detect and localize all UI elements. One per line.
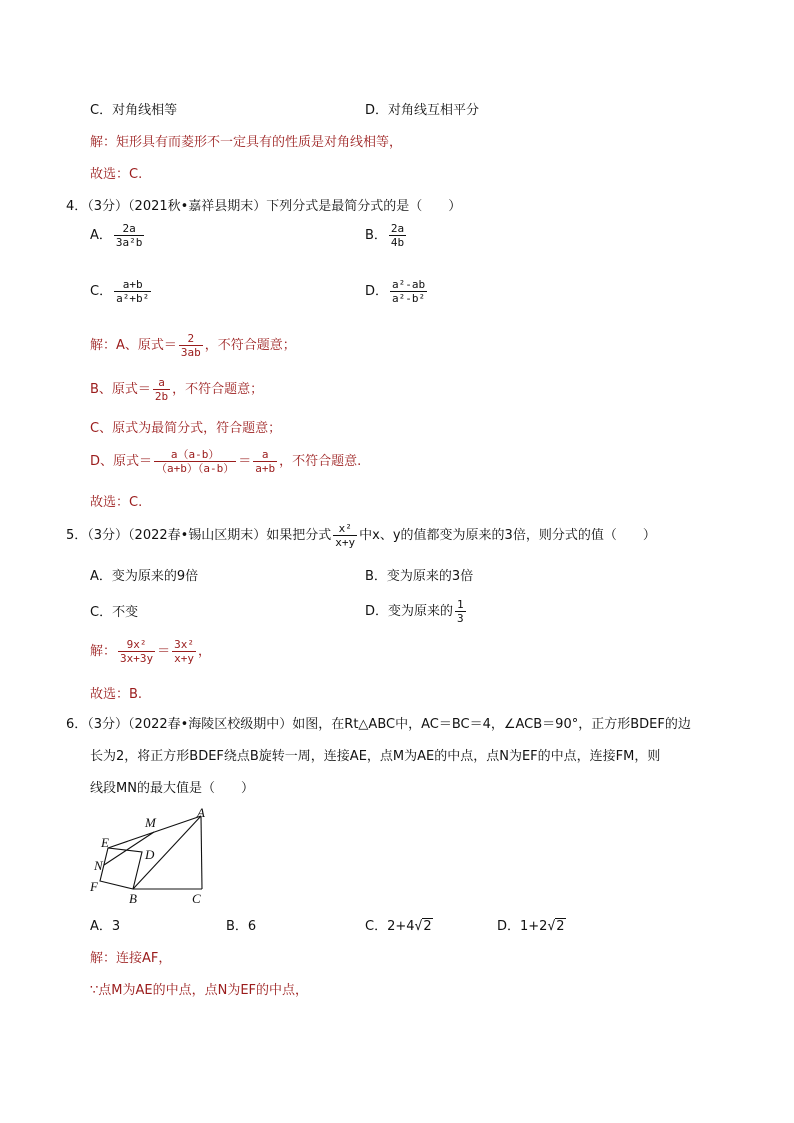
q5-option-b: B．变为原来的3倍 bbox=[365, 569, 474, 584]
q6-solution-line1: 解：连接AF， bbox=[90, 951, 172, 966]
numerator: 2a bbox=[390, 222, 405, 235]
denominator: 3x+3y bbox=[120, 652, 154, 665]
solution-text: ， bbox=[198, 644, 212, 659]
denominator: x+y bbox=[174, 652, 195, 665]
q4-solution-a bbox=[90, 332, 296, 359]
solution-text: 解： bbox=[90, 644, 117, 659]
denominator: a²+b² bbox=[116, 292, 150, 305]
segment-ab bbox=[133, 816, 201, 889]
q6-stem-line1: 6．（3分）（2022春•海陵区校级期中）如图，在Rt△ABC中，AC＝BC＝4，∠ACB＝90°，正方形BDEF的边 bbox=[66, 717, 691, 732]
numerator: a+b bbox=[114, 278, 151, 292]
q3-answer: 故选：C. bbox=[90, 167, 143, 182]
label-m: M bbox=[145, 815, 156, 830]
fraction bbox=[253, 448, 277, 475]
equals-sign: ＝ bbox=[157, 644, 171, 659]
q6-stem-line3: 线段MN的最大值是（ ） bbox=[90, 781, 254, 796]
numerator: 2 bbox=[179, 332, 203, 346]
q4-option-a bbox=[90, 222, 146, 249]
radicand: 2 bbox=[423, 919, 432, 934]
denominator: （a+b）（a-b） bbox=[156, 462, 235, 475]
denominator: a²-b² bbox=[392, 292, 426, 305]
q6-figure bbox=[86, 808, 216, 908]
q6-option-c bbox=[365, 918, 433, 936]
fraction bbox=[118, 638, 155, 665]
denominator: 2b bbox=[154, 390, 169, 403]
q5-option-d bbox=[365, 598, 468, 625]
q4-solution-d bbox=[90, 448, 361, 475]
q3-option-d: D．对角线互相平分 bbox=[365, 103, 480, 118]
q6-option-a: A．3 bbox=[90, 919, 121, 934]
q3-option-c: C．对角线相等 bbox=[90, 103, 178, 118]
q5-answer: 故选：B. bbox=[90, 687, 143, 702]
q5-stem bbox=[66, 522, 656, 549]
numerator: 1 bbox=[457, 598, 464, 611]
numerator: 2a bbox=[114, 222, 145, 236]
label-d: D bbox=[145, 847, 155, 862]
radical-sign: √ bbox=[547, 919, 556, 934]
fraction bbox=[154, 448, 236, 475]
denominator: x+y bbox=[335, 536, 356, 549]
denominator: 3a²b bbox=[115, 236, 143, 249]
option-label: C． bbox=[90, 284, 113, 299]
denominator: 3ab bbox=[180, 346, 201, 359]
numerator: a（a-b） bbox=[154, 448, 236, 462]
q6-solution-line2: ∵点M为AE的中点，点N为EF的中点， bbox=[90, 983, 309, 998]
solution-text: 解：A、原式＝ bbox=[90, 338, 177, 353]
denominator: a+b bbox=[255, 462, 276, 475]
q4-solution-c: C、原式为最简分式，符合题意； bbox=[90, 421, 282, 436]
option-text: D．变为原来的 bbox=[365, 604, 454, 619]
fraction bbox=[333, 522, 357, 549]
label-f: F bbox=[90, 879, 98, 894]
q5-solution bbox=[90, 638, 211, 665]
option-text: D．1+2 bbox=[497, 919, 548, 934]
option-label: B． bbox=[365, 228, 387, 243]
numerator: 9x² bbox=[118, 638, 155, 652]
numerator: x² bbox=[333, 522, 357, 536]
fraction bbox=[114, 278, 151, 305]
q4-answer: 故选：C. bbox=[90, 495, 143, 510]
equals-sign: ＝ bbox=[238, 454, 252, 469]
option-label: A． bbox=[90, 228, 112, 243]
fraction bbox=[389, 222, 406, 249]
stem-text: 5．（3分）（2022春•锡山区期末）如果把分式 bbox=[66, 528, 332, 543]
q6-option-b: B．6 bbox=[226, 919, 257, 934]
label-a: A bbox=[197, 808, 205, 820]
q4-option-c bbox=[90, 278, 153, 305]
q6-option-d bbox=[497, 918, 566, 936]
label-n: N bbox=[94, 858, 103, 873]
denominator: 3 bbox=[457, 612, 464, 625]
fraction bbox=[179, 332, 203, 359]
label-b: B bbox=[129, 891, 137, 906]
q4-option-b bbox=[365, 222, 408, 249]
option-text: C．2+4 bbox=[365, 919, 415, 934]
square-root bbox=[415, 918, 433, 936]
fraction bbox=[114, 222, 145, 249]
numerator: a²-ab bbox=[392, 278, 426, 291]
fraction bbox=[390, 278, 427, 305]
q6-stem-line2: 长为2，将正方形BDEF绕点B旋转一周，连接AE，点M为AE的中点，点N为EF的中点，连接FM，则 bbox=[90, 749, 661, 764]
segment-ac bbox=[201, 816, 202, 889]
stem-text: 中x、y的值都变为原来的3倍，则分式的值（ ） bbox=[359, 528, 656, 543]
solution-text: ，不符合题意. bbox=[279, 454, 362, 469]
radical-sign: √ bbox=[414, 919, 423, 934]
numerator: 3x² bbox=[174, 638, 195, 651]
solution-text: ，不符合题意； bbox=[204, 338, 296, 353]
solution-text: ，不符合题意； bbox=[172, 382, 264, 397]
label-e: E bbox=[101, 835, 109, 850]
q5-option-c: C．不变 bbox=[90, 605, 139, 620]
solution-text: B、原式＝ bbox=[90, 382, 151, 397]
fraction bbox=[455, 598, 466, 625]
q4-stem: 4．（3分）（2021秋•嘉祥县期末）下列分式是最简分式的是（ ） bbox=[66, 199, 462, 214]
fraction bbox=[153, 376, 170, 403]
option-label: D． bbox=[365, 284, 389, 299]
q4-solution-b bbox=[90, 376, 263, 403]
q4-option-d bbox=[365, 278, 429, 305]
numerator: a bbox=[153, 376, 170, 390]
numerator: a bbox=[253, 448, 277, 462]
solution-text: D、原式＝ bbox=[90, 454, 153, 469]
square-root bbox=[547, 918, 565, 936]
label-c: C bbox=[192, 891, 201, 906]
radicand: 2 bbox=[556, 919, 565, 934]
denominator: 4b bbox=[390, 236, 405, 249]
fraction bbox=[172, 638, 196, 665]
q5-option-a: A．变为原来的9倍 bbox=[90, 569, 199, 584]
q3-solution: 解：矩形具有而菱形不一定具有的性质是对角线相等， bbox=[90, 135, 403, 150]
